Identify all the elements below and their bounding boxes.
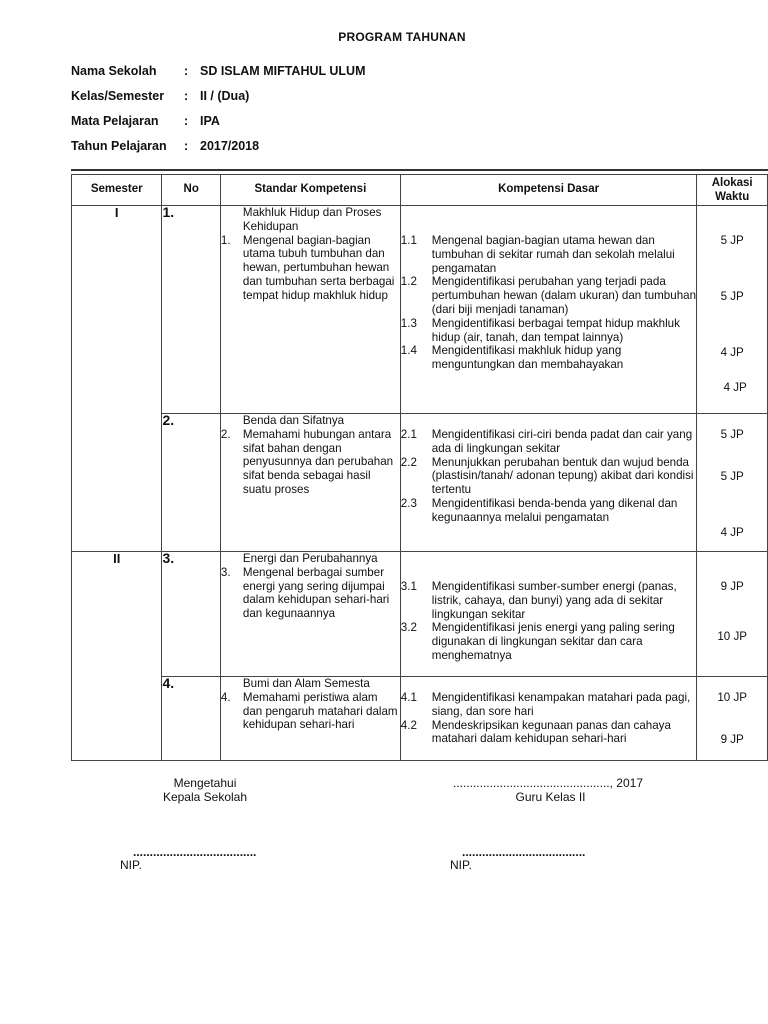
alokasi-value: 4 JP	[723, 381, 747, 394]
sk-text: Mengenal bagian-bagian utama tubuh tumbuhan dan hewan, pertumbuhan hewan dan tumbuhan serta berbagai tempat hidup makhluk hidup	[242, 233, 395, 302]
alokasi-value: 5 JP	[720, 428, 744, 441]
alokasi-value: 4 JP	[720, 526, 744, 539]
alokasi-cell	[697, 206, 768, 414]
semester-cell: I	[72, 206, 162, 552]
kd-item	[401, 317, 697, 345]
header-alokasi-line1: Alokasi	[711, 177, 753, 189]
alokasi-value: 5 JP	[720, 234, 744, 247]
row-number: 1.	[162, 206, 220, 414]
kd-number: 3.2	[400, 621, 417, 635]
kd-number: 1.3	[400, 316, 417, 330]
table-row	[72, 677, 768, 761]
header-alokasi-line2: Waktu	[715, 191, 750, 203]
alokasi-cell	[697, 414, 768, 552]
alokasi-value: 5 JP	[720, 470, 744, 483]
kompetensi-dasar-cell	[400, 677, 697, 761]
sk-text: Memahami peristiwa alam dan pengaruh matahari dalam kehidupan sehari-hari	[242, 690, 398, 732]
alokasi-value: 4 JP	[720, 346, 744, 359]
kompetensi-dasar-cell	[400, 414, 697, 552]
school-info	[71, 58, 366, 158]
nip-right: NIP.	[450, 858, 472, 872]
info-colon: :	[184, 63, 189, 78]
kd-number: 4.2	[400, 718, 417, 732]
kd-text: Mengidentifikasi benda-benda yang dikenal dan kegunaannya melalui pengamatan	[431, 496, 678, 524]
kd-number: 1.2	[400, 275, 417, 289]
info-row-subject	[71, 108, 366, 133]
info-colon: :	[184, 138, 189, 153]
kd-text: Mengidentifikasi kenampakan matahari pada pagi, siang, dan sore hari	[431, 691, 691, 718]
nip-left: NIP.	[120, 858, 142, 872]
header-divider	[71, 169, 768, 171]
kd-number: 3.1	[400, 580, 417, 593]
sk-item	[221, 234, 400, 303]
kd-text: Mengidentifikasi makhluk hidup yang menguntungkan dan membahayakan	[431, 344, 624, 372]
alokasi-value: 9 JP	[720, 733, 744, 746]
semester-cell: II	[72, 552, 162, 761]
standar-kompetensi-cell	[220, 206, 400, 414]
kd-text: Mengidentifikasi berbagai tempat hidup makhluk hidup (air, tanah, dan tempat lainnya)	[431, 316, 680, 344]
row-number: 3.	[162, 552, 220, 677]
info-label: Tahun Pelajaran	[71, 138, 167, 153]
sk-title: Energi dan Perubahannya	[242, 552, 378, 565]
header-semester: Semester	[72, 175, 162, 206]
kd-item	[401, 275, 697, 316]
kd-number: 2.3	[400, 496, 417, 510]
alokasi-value: 10 JP	[717, 691, 748, 704]
info-value: II / (Dua)	[200, 88, 250, 103]
signature-date-line: ..............................................., 2017	[452, 776, 643, 790]
kd-number: 1.1	[400, 234, 417, 247]
kd-item	[401, 344, 697, 372]
info-label: Nama Sekolah	[71, 63, 157, 78]
kd-text: Mengidentifikasi perubahan yang terjadi pada pertumbuhan hewan (dalam ukuran) dan tumbuhan (dari biji menjadi tanaman)	[431, 275, 697, 316]
info-value: 2017/2018	[200, 138, 260, 153]
info-colon: :	[184, 88, 189, 103]
standar-kompetensi-cell	[220, 552, 400, 677]
alokasi-value: 5 JP	[720, 290, 744, 303]
kd-text: Mendeskripsikan kegunaan panas dan cahaya matahari dalam kehidupan sehari-hari	[431, 718, 671, 746]
standar-kompetensi-cell	[220, 677, 400, 761]
info-row-class-semester	[71, 83, 366, 108]
info-colon: :	[184, 113, 189, 128]
sk-number: 4.	[220, 690, 231, 704]
kd-text: Mengidentifikasi sumber-sumber energi (panas, listrik, cahaya, dan bunyi) yang ada di sekitar lingkungan sekitar	[431, 580, 677, 621]
info-value: IPA	[200, 113, 220, 128]
sk-item	[221, 428, 400, 497]
table-row	[72, 414, 768, 552]
sk-number: 3.	[220, 565, 231, 579]
sk-title: Bumi dan Alam Semesta	[242, 677, 370, 690]
table-row	[72, 206, 768, 414]
signature-line-left: .....................................	[133, 845, 257, 859]
kd-item	[401, 456, 697, 497]
document-title: PROGRAM TAHUNAN	[338, 30, 466, 44]
kd-item	[401, 234, 697, 275]
kompetensi-dasar-cell	[400, 206, 697, 414]
kd-item	[401, 621, 697, 662]
kd-text: Mengenal bagian-bagian utama hewan dan tumbuhan di sekitar rumah dan sekolah melalui pengamatan	[431, 234, 675, 275]
sk-text: Mengenal berbagai sumber energi yang sering dijumpai dalam kehidupan sehari-hari dan kegunaannya	[242, 565, 390, 621]
kd-item	[401, 691, 697, 719]
signature-mengetahui: Mengetahui	[173, 776, 237, 790]
kd-number: 2.2	[400, 455, 417, 469]
kompetensi-dasar-cell	[400, 552, 697, 677]
info-value: SD ISLAM MIFTAHUL ULUM	[200, 63, 366, 78]
sk-title: Benda dan Sifatnya	[242, 414, 345, 427]
table-row	[72, 552, 768, 677]
kd-item	[401, 580, 697, 621]
signature-left	[140, 776, 270, 804]
kd-number: 4.1	[400, 691, 417, 704]
header-alokasi-waktu	[697, 175, 768, 206]
signature-line-right: .....................................	[462, 845, 586, 859]
row-number: 4.	[162, 677, 220, 761]
alokasi-value: 10 JP	[717, 630, 748, 643]
header-kompetensi-dasar: Kompetensi Dasar	[400, 175, 697, 206]
alokasi-value: 9 JP	[720, 580, 744, 593]
sk-number: 2.	[220, 427, 231, 441]
kd-number: 2.1	[400, 428, 417, 441]
info-label: Kelas/Semester	[71, 88, 165, 103]
signature-guru-kelas: Guru Kelas II	[515, 790, 586, 804]
sk-number: 1.	[220, 233, 231, 247]
alokasi-cell	[697, 677, 768, 761]
sk-text: Memahami hubungan antara sifat bahan dengan penyusunnya dan perubahan sifat benda sebagai hasil suatu proses	[242, 427, 394, 496]
header-standar-kompetensi: Standar Kompetensi	[220, 175, 400, 206]
sk-item	[221, 566, 400, 621]
kd-text: Mengidentifikasi jenis energi yang paling sering digunakan di lingkungan sekitar dan cara menghematnya	[431, 621, 675, 662]
signature-right	[428, 776, 643, 804]
kd-item	[401, 428, 697, 456]
program-table	[71, 174, 768, 761]
sk-title: Makhluk Hidup dan Proses Kehidupan	[242, 206, 382, 233]
kd-text: Mengidentifikasi ciri-ciri benda padat dan cair yang ada di lingkungan sekitar	[431, 428, 693, 455]
alokasi-cell	[697, 552, 768, 677]
info-row-school-name	[71, 58, 366, 83]
kd-text: Menunjukkan perubahan bentuk dan wujud benda (plastisin/tanah/ adonan tepung) akibat dari kondisi tertentu	[431, 455, 694, 497]
header-no: No	[162, 175, 220, 206]
info-row-school-year	[71, 133, 366, 158]
sk-item	[221, 691, 400, 732]
standar-kompetensi-cell	[220, 414, 400, 552]
kd-number: 1.4	[400, 344, 417, 358]
info-label: Mata Pelajaran	[71, 113, 159, 128]
row-number: 2.	[162, 414, 220, 552]
signature-kepala-sekolah: Kepala Sekolah	[162, 790, 248, 804]
table-header-row	[72, 175, 768, 206]
kd-item	[401, 719, 697, 747]
kd-item	[401, 497, 697, 525]
